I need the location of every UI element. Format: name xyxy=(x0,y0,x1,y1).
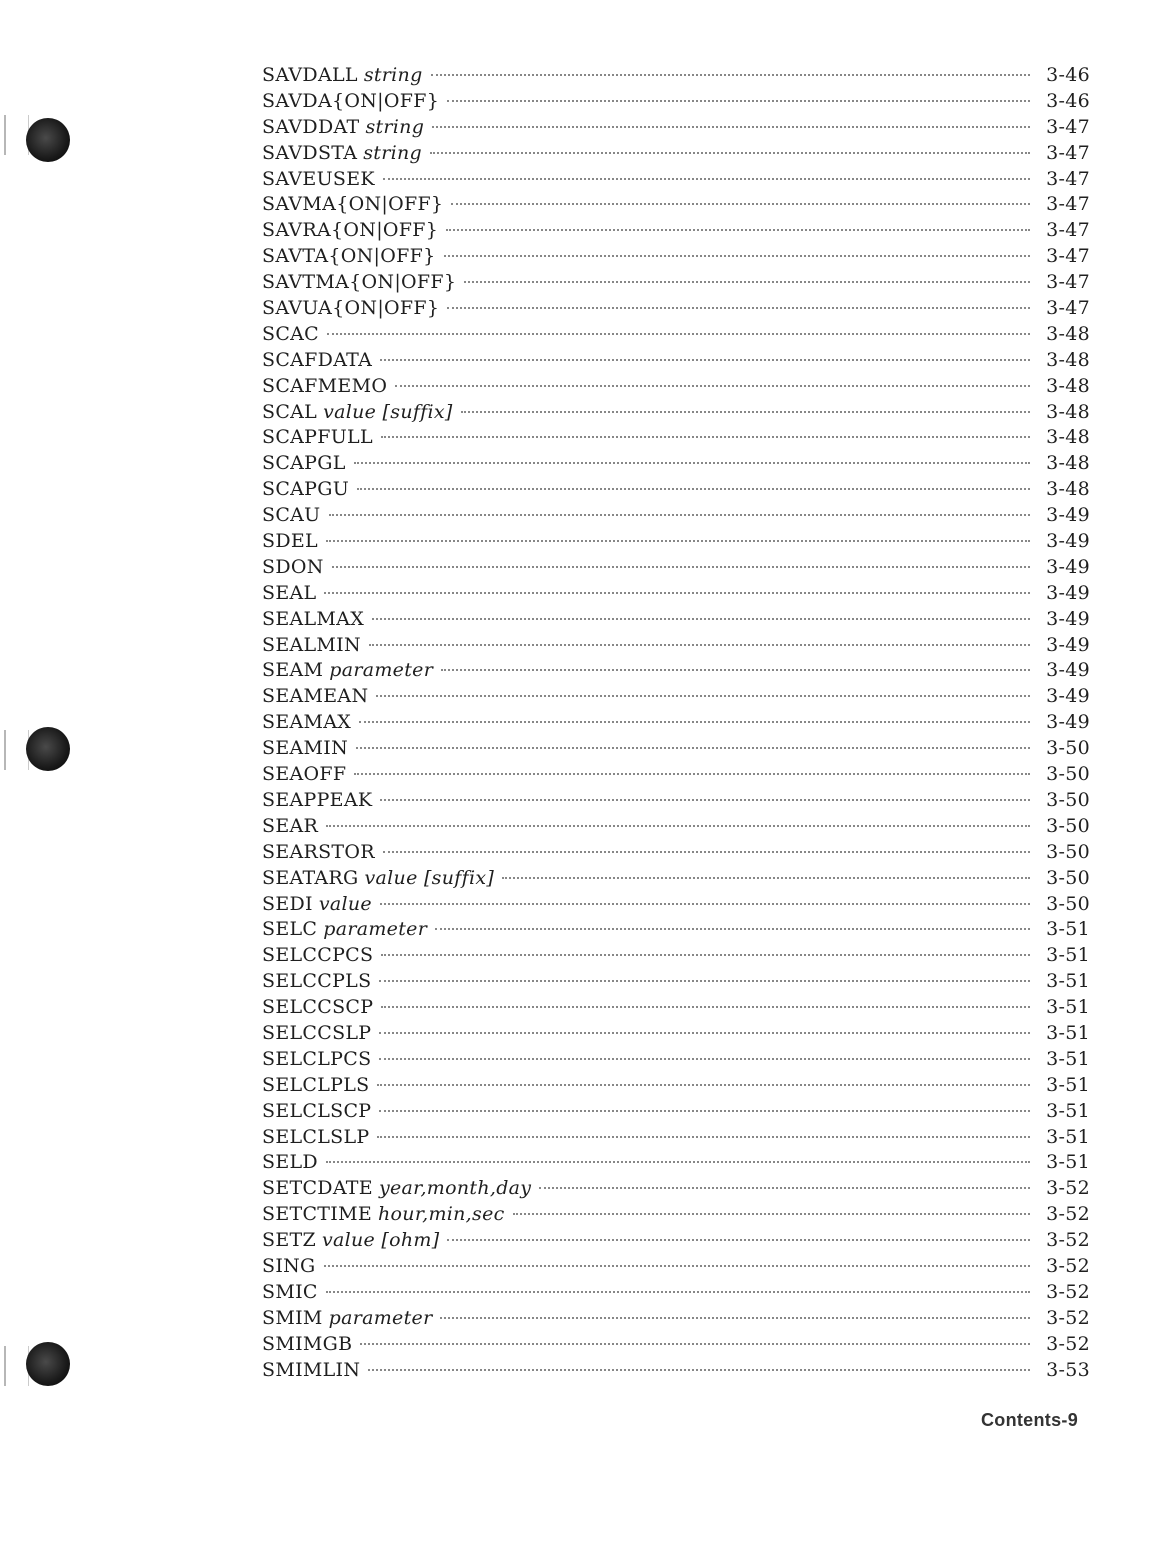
toc-command: SAVRA{ON|OFF} xyxy=(262,219,439,242)
dot-leader xyxy=(329,514,1031,516)
toc-entry[interactable] xyxy=(262,192,1090,218)
toc-page-number: 3-47 xyxy=(1046,271,1090,294)
toc-command: SDEL xyxy=(262,530,318,553)
toc-command: SEAMEAN xyxy=(262,685,369,708)
toc-entry[interactable] xyxy=(262,63,1090,89)
dot-leader xyxy=(379,1058,1030,1060)
dot-leader xyxy=(376,695,1030,697)
toc-command-args: parameter xyxy=(328,1306,433,1329)
dot-leader xyxy=(464,281,1030,283)
toc-command: SEAOFF xyxy=(262,763,347,786)
toc-page-number: 3-47 xyxy=(1046,141,1090,164)
dot-leader xyxy=(379,1110,1030,1112)
toc-page-number: 3-51 xyxy=(1046,1073,1090,1096)
dot-leader xyxy=(354,462,1030,464)
toc-command: SETZ xyxy=(262,1229,316,1252)
toc-page-number: 3-48 xyxy=(1046,452,1090,475)
toc-page-number: 3-49 xyxy=(1046,685,1090,708)
toc-command: SEALMAX xyxy=(262,607,365,630)
toc-page-number: 3-52 xyxy=(1046,1306,1090,1329)
toc-command: SAVDA{ON|OFF} xyxy=(262,89,440,112)
toc-page-number: 3-48 xyxy=(1046,426,1090,449)
dot-leader xyxy=(354,773,1030,775)
toc-page-number: 3-49 xyxy=(1046,607,1090,630)
toc-command-args: parameter xyxy=(329,659,434,682)
dot-leader xyxy=(461,411,1030,413)
toc-page-number: 3-51 xyxy=(1046,1151,1090,1174)
toc-command: SEATARG xyxy=(262,866,359,889)
toc-command: SEDI xyxy=(262,892,313,915)
toc-command: SMIM xyxy=(262,1306,323,1329)
toc-page-number: 3-49 xyxy=(1046,530,1090,553)
dot-leader xyxy=(380,903,1030,905)
toc-entry[interactable] xyxy=(262,115,1090,141)
toc-page-number: 3-51 xyxy=(1046,970,1090,993)
toc-command-args: string xyxy=(363,141,422,164)
toc-entry[interactable] xyxy=(262,451,1090,477)
toc-entry[interactable] xyxy=(262,1150,1090,1176)
toc-entry[interactable] xyxy=(262,710,1090,736)
toc-page-number: 3-49 xyxy=(1046,711,1090,734)
toc-command: SELC xyxy=(262,918,318,941)
toc-page-number: 3-48 xyxy=(1046,478,1090,501)
toc-command: SELCCPCS xyxy=(262,944,374,967)
toc-entry[interactable] xyxy=(262,684,1090,710)
dot-leader xyxy=(383,851,1030,853)
toc-command-args: value [suffix] xyxy=(323,400,453,423)
toc-entry[interactable] xyxy=(262,917,1090,943)
toc-command: SCAPFULL xyxy=(262,426,373,449)
dot-leader xyxy=(326,1291,1030,1293)
toc-entry[interactable] xyxy=(262,581,1090,607)
dot-leader xyxy=(380,799,1030,801)
toc-page-number: 3-50 xyxy=(1046,866,1090,889)
dot-leader xyxy=(377,1136,1030,1138)
toc-page-number: 3-47 xyxy=(1046,167,1090,190)
dot-leader xyxy=(513,1213,1030,1215)
dot-leader xyxy=(379,1032,1030,1034)
toc-command: SMIMLIN xyxy=(262,1358,361,1381)
dot-leader xyxy=(379,980,1030,982)
dot-leader xyxy=(395,385,1030,387)
toc-page-number: 3-52 xyxy=(1046,1332,1090,1355)
dot-leader xyxy=(327,333,1030,335)
toc-command: SELCLPLS xyxy=(262,1073,370,1096)
punch-hole-icon xyxy=(26,1342,70,1386)
toc-page-number: 3-49 xyxy=(1046,633,1090,656)
toc-page-number: 3-50 xyxy=(1046,788,1090,811)
toc-page-number: 3-52 xyxy=(1046,1203,1090,1226)
toc-command: SAVUA{ON|OFF} xyxy=(262,297,440,320)
toc-entry[interactable] xyxy=(262,89,1090,115)
toc-page-number: 3-47 xyxy=(1046,193,1090,216)
dot-leader xyxy=(377,1084,1030,1086)
toc-command-args: parameter xyxy=(323,918,428,941)
dot-leader xyxy=(326,1161,1030,1163)
toc-entry[interactable] xyxy=(262,270,1090,296)
dot-leader xyxy=(502,877,1030,879)
toc-entry[interactable] xyxy=(262,788,1090,814)
toc-entry[interactable] xyxy=(262,244,1090,270)
toc-command: SELCCSCP xyxy=(262,996,374,1019)
dot-leader xyxy=(441,669,1030,671)
dot-leader xyxy=(326,540,1030,542)
toc-page-number: 3-50 xyxy=(1046,892,1090,915)
toc-command: SDON xyxy=(262,555,324,578)
toc-page-number: 3-47 xyxy=(1046,115,1090,138)
toc-entry[interactable] xyxy=(262,348,1090,374)
toc-command: SAVDSTA xyxy=(262,141,358,164)
toc-page-number: 3-47 xyxy=(1046,297,1090,320)
toc-page-number: 3-52 xyxy=(1046,1229,1090,1252)
dot-leader xyxy=(356,747,1030,749)
binder-edge-mark xyxy=(4,115,29,155)
toc-page-number: 3-49 xyxy=(1046,555,1090,578)
toc-page-number: 3-48 xyxy=(1046,348,1090,371)
dot-leader xyxy=(357,488,1030,490)
dot-leader xyxy=(432,126,1030,128)
toc-page-number: 3-50 xyxy=(1046,814,1090,837)
table-of-contents xyxy=(262,63,1090,1383)
toc-entry[interactable] xyxy=(262,943,1090,969)
dot-leader xyxy=(430,152,1030,154)
dot-leader xyxy=(380,359,1030,361)
toc-entry[interactable] xyxy=(262,1228,1090,1254)
toc-entry[interactable] xyxy=(262,1280,1090,1306)
toc-page-number: 3-53 xyxy=(1046,1358,1090,1381)
toc-command: SCAC xyxy=(262,322,320,345)
toc-page-number: 3-49 xyxy=(1046,504,1090,527)
toc-command: SELCLPCS xyxy=(262,1047,372,1070)
toc-command: SMIC xyxy=(262,1280,318,1303)
toc-entry[interactable] xyxy=(262,1176,1090,1202)
toc-command: SMIMGB xyxy=(262,1332,353,1355)
toc-entry[interactable] xyxy=(262,400,1090,426)
toc-page-number: 3-50 xyxy=(1046,737,1090,760)
toc-command-args: value [ohm] xyxy=(321,1229,440,1252)
toc-command: SELCLSLP xyxy=(262,1125,370,1148)
toc-entry[interactable] xyxy=(262,322,1090,348)
toc-entry[interactable] xyxy=(262,607,1090,633)
toc-command: SAVDALL xyxy=(262,64,358,86)
toc-entry[interactable] xyxy=(262,1125,1090,1151)
toc-command: SING xyxy=(262,1254,316,1277)
toc-entry[interactable] xyxy=(262,167,1090,193)
toc-page-number: 3-52 xyxy=(1046,1280,1090,1303)
toc-page-number: 3-51 xyxy=(1046,1099,1090,1122)
toc-command: SEAL xyxy=(262,581,317,604)
toc-entry[interactable] xyxy=(262,1073,1090,1099)
toc-page-number: 3-51 xyxy=(1046,918,1090,941)
toc-command: SEALMIN xyxy=(262,633,361,656)
toc-command: SEAPPEAK xyxy=(262,788,373,811)
toc-command-args: string xyxy=(365,115,425,138)
toc-entry[interactable] xyxy=(262,1021,1090,1047)
dot-leader xyxy=(359,721,1030,723)
toc-command-args: string xyxy=(363,64,423,86)
dot-leader xyxy=(383,178,1030,180)
dot-leader xyxy=(369,644,1030,646)
dot-leader xyxy=(381,436,1030,438)
toc-command: SEAMIN xyxy=(262,737,348,760)
dot-leader xyxy=(326,825,1030,827)
toc-command-args: hour,min,sec xyxy=(378,1203,505,1226)
dot-leader xyxy=(440,1317,1030,1319)
dot-leader xyxy=(444,255,1031,257)
toc-page-number: 3-51 xyxy=(1046,996,1090,1019)
toc-page-number: 3-49 xyxy=(1046,659,1090,682)
toc-command: SETCTIME xyxy=(262,1203,372,1226)
dot-leader xyxy=(539,1187,1030,1189)
toc-page-number: 3-47 xyxy=(1046,219,1090,242)
toc-entry[interactable] xyxy=(262,866,1090,892)
toc-page-number: 3-48 xyxy=(1046,400,1090,423)
toc-entry[interactable] xyxy=(262,633,1090,659)
toc-entry[interactable] xyxy=(262,1254,1090,1280)
toc-page-number: 3-47 xyxy=(1046,245,1090,268)
toc-command: SEAMAX xyxy=(262,711,352,734)
dot-leader xyxy=(381,954,1030,956)
toc-command: SCAFMEMO xyxy=(262,374,388,397)
toc-command: SCAPGU xyxy=(262,478,350,501)
toc-entry[interactable] xyxy=(262,374,1090,400)
toc-command: SELCLSCP xyxy=(262,1099,372,1122)
toc-entry[interactable] xyxy=(262,503,1090,529)
toc-entry[interactable] xyxy=(262,1332,1090,1358)
toc-command: SAVTA{ON|OFF} xyxy=(262,245,436,268)
dot-leader xyxy=(451,203,1030,205)
toc-command: SELD xyxy=(262,1151,318,1174)
toc-entry[interactable] xyxy=(262,296,1090,322)
toc-entry[interactable] xyxy=(262,658,1090,684)
toc-page-number: 3-48 xyxy=(1046,374,1090,397)
toc-command: SCAU xyxy=(262,504,321,527)
toc-page-number: 3-49 xyxy=(1046,581,1090,604)
dot-leader xyxy=(431,74,1030,76)
toc-entry[interactable] xyxy=(262,1202,1090,1228)
dot-leader xyxy=(381,1006,1030,1008)
dot-leader xyxy=(360,1343,1030,1345)
toc-entry[interactable] xyxy=(262,1047,1090,1073)
toc-command: SAVTMA{ON|OFF} xyxy=(262,271,457,294)
dot-leader xyxy=(447,1239,1030,1241)
toc-page-number: 3-51 xyxy=(1046,944,1090,967)
toc-entry[interactable] xyxy=(262,762,1090,788)
toc-entry[interactable] xyxy=(262,1358,1090,1384)
toc-entry[interactable] xyxy=(262,141,1090,167)
toc-entry[interactable] xyxy=(262,1099,1090,1125)
toc-command-args: value [suffix] xyxy=(364,866,495,889)
toc-page-number: 3-46 xyxy=(1046,64,1090,86)
toc-entry[interactable] xyxy=(262,1306,1090,1332)
toc-page-number: 3-48 xyxy=(1046,322,1090,345)
dot-leader xyxy=(446,229,1030,231)
dot-leader xyxy=(447,307,1030,309)
toc-entry[interactable] xyxy=(262,814,1090,840)
dot-leader xyxy=(332,566,1030,568)
dot-leader xyxy=(447,100,1030,102)
punch-hole-icon xyxy=(26,727,70,771)
toc-entry[interactable] xyxy=(262,995,1090,1021)
toc-page-number: 3-46 xyxy=(1046,89,1090,112)
toc-entry[interactable] xyxy=(262,969,1090,995)
toc-page-number: 3-51 xyxy=(1046,1125,1090,1148)
toc-entry[interactable] xyxy=(262,736,1090,762)
toc-entry[interactable] xyxy=(262,218,1090,244)
toc-command: SCAFDATA xyxy=(262,348,373,371)
toc-entry[interactable] xyxy=(262,555,1090,581)
toc-command: SELCCPLS xyxy=(262,970,372,993)
toc-page-number: 3-51 xyxy=(1046,1047,1090,1070)
toc-page-number: 3-51 xyxy=(1046,1021,1090,1044)
toc-entry[interactable] xyxy=(262,477,1090,503)
toc-command-args: value xyxy=(318,892,372,915)
toc-entry[interactable] xyxy=(262,529,1090,555)
dot-leader xyxy=(368,1369,1030,1371)
toc-command: SAVEUSEK xyxy=(262,167,375,190)
toc-command: SETCDATE xyxy=(262,1177,373,1200)
toc-command: SAVDDAT xyxy=(262,115,360,138)
dot-leader xyxy=(324,1265,1030,1267)
dot-leader xyxy=(372,618,1030,620)
toc-page-number: 3-52 xyxy=(1046,1177,1090,1200)
toc-command: SEAM xyxy=(262,659,324,682)
page-footer: Contents-9 xyxy=(981,1410,1078,1430)
toc-command: SCAPGL xyxy=(262,452,346,475)
dot-leader xyxy=(435,928,1030,930)
toc-command: SELCCSLP xyxy=(262,1021,372,1044)
toc-entry[interactable] xyxy=(262,425,1090,451)
toc-entry[interactable] xyxy=(262,840,1090,866)
toc-command: SAVMA{ON|OFF} xyxy=(262,193,444,216)
toc-page-number: 3-50 xyxy=(1046,840,1090,863)
toc-entry[interactable] xyxy=(262,892,1090,918)
toc-command: SEARSTOR xyxy=(262,840,375,863)
toc-command-args: year,month,day xyxy=(378,1177,532,1200)
toc-command: SCAL xyxy=(262,400,318,423)
dot-leader xyxy=(324,592,1030,594)
punch-hole-icon xyxy=(26,118,70,162)
toc-page-number: 3-52 xyxy=(1046,1254,1090,1277)
toc-page-number: 3-50 xyxy=(1046,763,1090,786)
toc-command: SEAR xyxy=(262,814,319,837)
